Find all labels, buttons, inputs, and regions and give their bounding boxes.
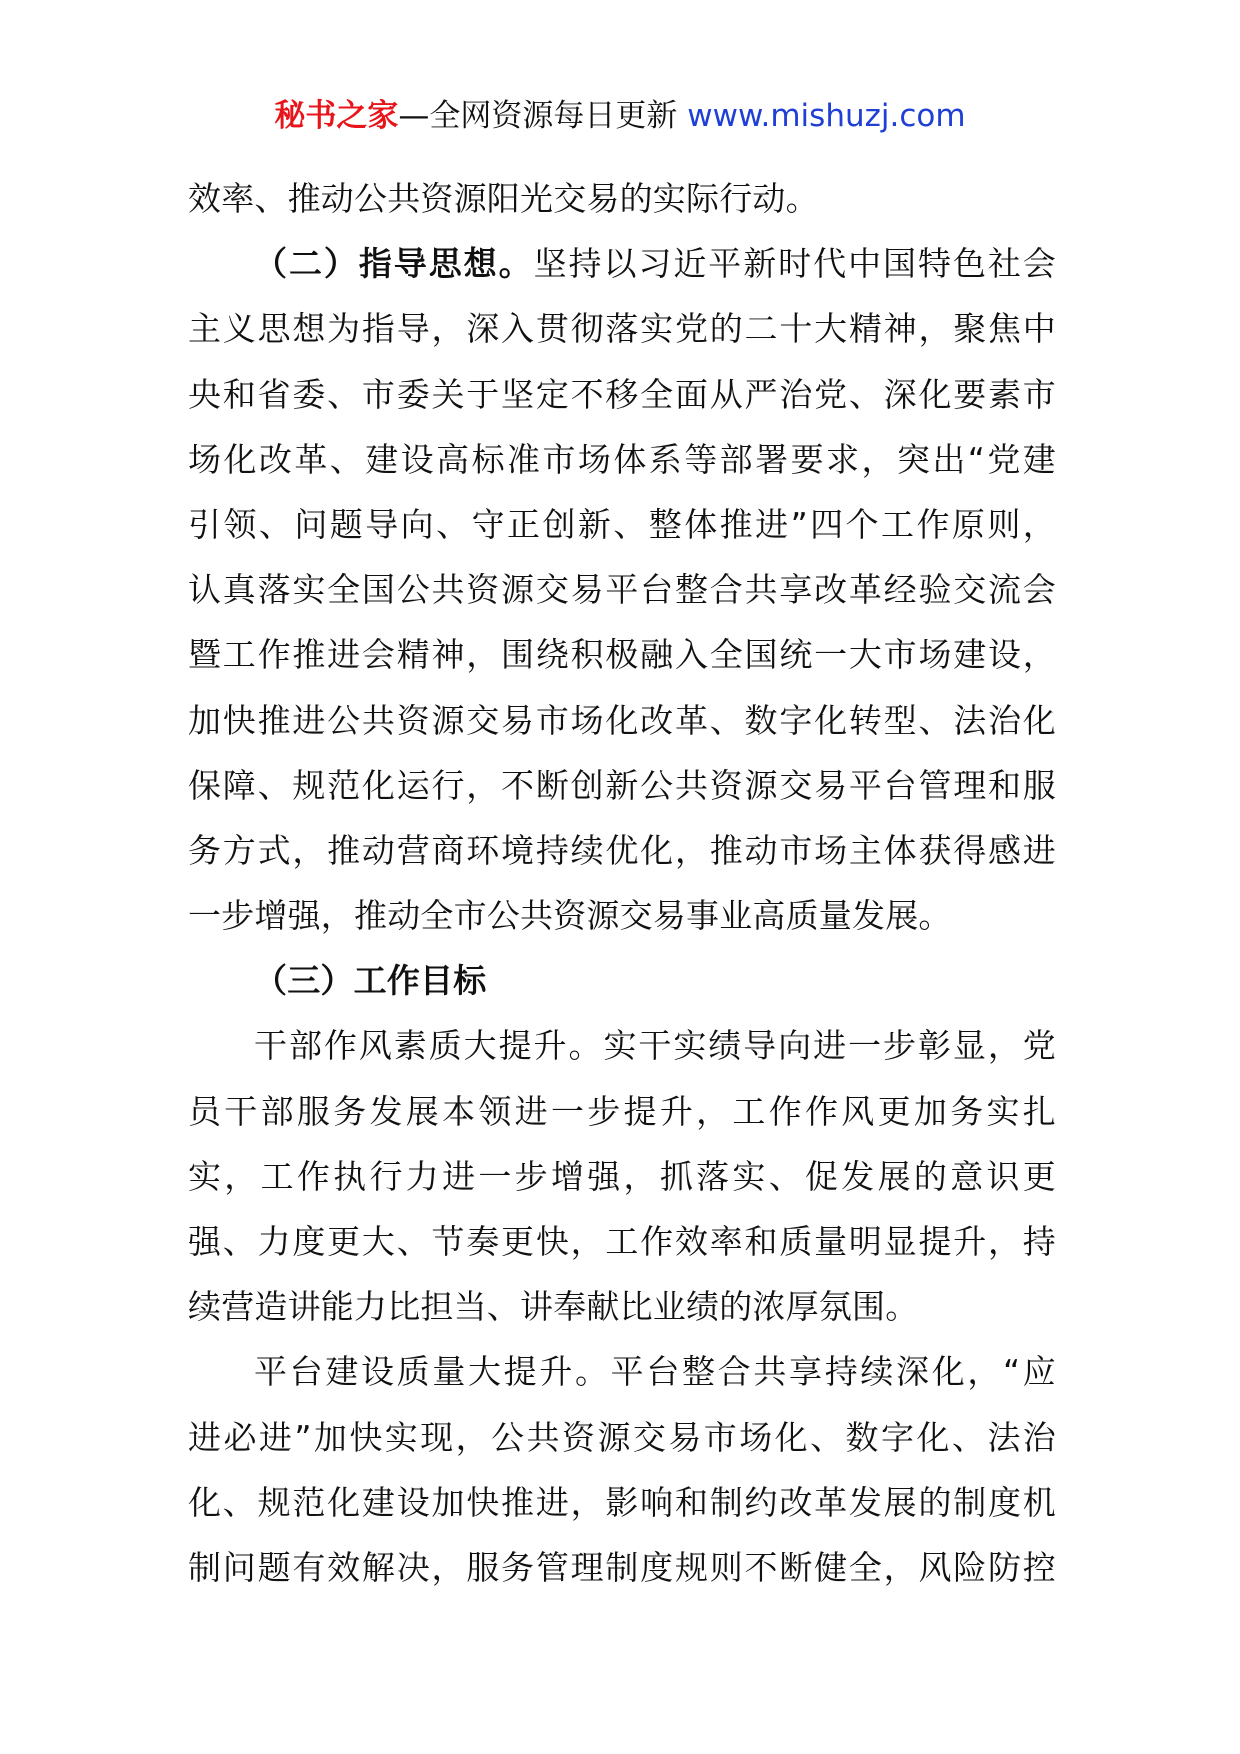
paragraph-line: 主义思想为指导，深入贯彻落实党的二十大精神，聚焦中: [188, 309, 1056, 349]
paragraph-line: 员干部服务发展本领进一步提升，工作作风更加务实扎: [188, 1091, 1056, 1131]
paragraph-line: 认真落实全国公共资源交易平台整合共享改革经验交流会: [188, 570, 1056, 610]
paragraph-line: 效率、推动公共资源阳光交易的实际行动。: [188, 179, 819, 218]
paragraph-line: 实，工作执行力进一步增强，抓落实、促发展的意识更: [188, 1156, 1056, 1196]
paragraph-line: 制问题有效解决，服务管理制度规则不断健全，风险防控: [188, 1547, 1056, 1587]
paragraph-line: 暨工作推进会精神，围绕积极融入全国统一大市场建设，: [188, 635, 1056, 675]
paragraph-line: 平台建设质量大提升。平台整合共享持续深化，“应: [254, 1352, 1056, 1392]
paragraph-line: 央和省委、市委关于坚定不移全面从严治党、深化要素市: [188, 374, 1056, 414]
site-header: [0, 96, 1240, 136]
section-heading: （三）工作目标: [254, 961, 487, 1001]
paragraph-line: 化、规范化建设加快推进，影响和制约改革发展的制度机: [188, 1482, 1056, 1522]
section-heading: （二）指导思想。: [254, 244, 534, 284]
paragraph-line: 续营造讲能力比担当、讲奉献比业绩的浓厚氛围。: [188, 1287, 919, 1327]
paragraph-line: 一步增强，推动全市公共资源交易事业高质量发展。: [188, 896, 952, 936]
paragraph-line: [188, 948, 1056, 1013]
paragraph-line: 进必进”加快实现，公共资源交易市场化、数字化、法治: [188, 1417, 1056, 1457]
document-body: [188, 166, 1056, 1600]
paragraph-line: 强、力度更大、节奏更快，工作效率和质量明显提升，持: [188, 1222, 1056, 1261]
paragraph-line: 保障、规范化运行，不断创新公共资源交易平台管理和服: [188, 765, 1056, 805]
paragraph-line: 加快推进公共资源交易市场化改革、数字化转型、法治化: [188, 700, 1056, 740]
paragraph-line: 干部作风素质大提升。实干实绩导向进一步彰显，党: [254, 1026, 1056, 1066]
brand-name: 秘书之家: [274, 98, 399, 134]
paragraph-line: 场化改革、建设高标准市场体系等部署要求，突出“党建: [188, 439, 1056, 479]
paragraph-line: 引领、问题导向、守正创新、整体推进”四个工作原则，: [188, 504, 1056, 544]
website-url[interactable]: www.mishuzj.com: [687, 98, 966, 134]
header-slogan: —全网资源每日更新: [398, 98, 688, 134]
paragraph-line: （二）指导思想。坚持以习近平新时代中国特色社会: [254, 244, 1056, 284]
paragraph-line: 务方式，推动营商环境持续优化，推动市场主体获得感进: [188, 830, 1056, 870]
